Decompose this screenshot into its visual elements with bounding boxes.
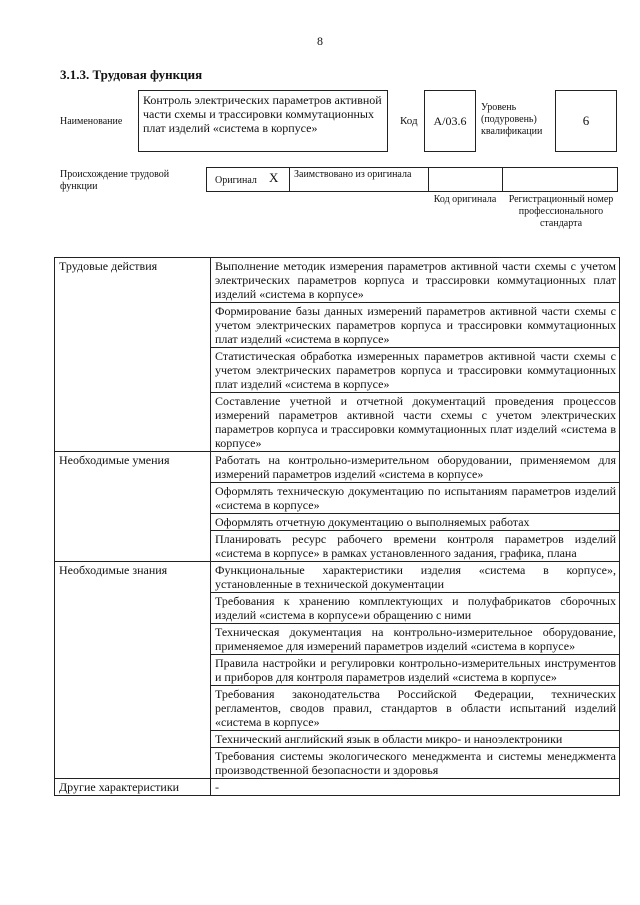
description-cell: Технический английский язык в области микро- и наноэлектроники xyxy=(211,731,620,748)
description-cell: Статистическая обработка измеренных параметров активной части схемы с учетом электрических параметров корпуса и трассировки коммутационных плат изделий «система в корпусе» xyxy=(211,348,620,393)
description-cell: Оформлять отчетную документацию о выполняемых работах xyxy=(211,514,620,531)
description-cell: Работать на контрольно-измерительном оборудовании, применяемом для измерений параметров изделий «система в корпусе» xyxy=(211,452,620,483)
code-original-caption: Код оригинала xyxy=(433,194,497,205)
code-box xyxy=(424,90,476,152)
table-body xyxy=(55,258,620,796)
borrowed-cell xyxy=(290,168,429,191)
original-label: Оригинал xyxy=(215,175,257,186)
description-cell: Требования законодательства Российской Федерации, технических регламентов, сводов правил, стандартов в области испытаний изделий «система в корпусе» xyxy=(211,686,620,731)
category-cell: Необходимые знания xyxy=(55,562,211,779)
description-cell: Правила настройки и регулировки контрольно-измерительных инструментов и приборов для контроля параметров изделий «система в корпусе» xyxy=(211,655,620,686)
description-cell: - xyxy=(211,779,620,796)
description-cell: Требования системы экологического менеджмента и системы менеджмента производственной безопасности и здоровья xyxy=(211,748,620,779)
original-mark: X xyxy=(269,170,279,185)
description-cell: Требования к хранению комплектующих и полуфабрикатов сборочных изделий «система в корпусе»и обращению с ними xyxy=(211,593,620,624)
section-title: 3.1.3. Трудовая функция xyxy=(60,67,203,82)
code-original-cell xyxy=(429,168,503,191)
description-cell: Оформлять техническую документацию по испытаниям параметров изделий «система в корпусе» xyxy=(211,483,620,514)
origin-row xyxy=(206,167,618,192)
category-cell: Другие характеристики xyxy=(55,779,211,796)
reg-number-caption: Регистрационный номер профессионального стандарта xyxy=(508,194,614,229)
table-row xyxy=(55,562,620,593)
level-label: Уровень (подуровень) квалификации xyxy=(481,102,543,137)
description-cell: Составление учетной и отчетной документаций проведения процессов измерений параметров активной части схемы с учетом электрических параметров корпуса и трассировки коммутационных плат изделий «система в корпусе» xyxy=(211,393,620,452)
table-row xyxy=(55,779,620,796)
table-row xyxy=(55,452,620,483)
description-cell: Функциональные характеристики изделия «система в корпусе», установленные в технической документации xyxy=(211,562,620,593)
description-cell: Формирование базы данных измерений параметров активной части схемы с учетом электрических параметров корпуса и трассировки коммутационных плат изделий «система в корпусе» xyxy=(211,303,620,348)
name-label: Наименование xyxy=(60,116,123,127)
origin-label: Происхождение трудовой функции xyxy=(60,169,170,192)
function-name: Контроль электрических параметров активной части схемы и трассировки коммутационных плат изделий «система в корпусе» xyxy=(143,93,382,135)
reg-number-cell xyxy=(503,168,617,191)
description-cell: Планировать ресурс рабочего времени контроля параметров изделий «система в корпусе» в рамках установленного задания, графика, плана xyxy=(211,531,620,562)
borrowed-label: Заимствовано из оригинала xyxy=(294,169,412,180)
level-value: 6 xyxy=(582,113,590,128)
category-cell: Необходимые умения xyxy=(55,452,211,562)
page-number: 8 xyxy=(317,34,323,48)
code-value: A/03.6 xyxy=(433,113,467,128)
level-box xyxy=(555,90,617,152)
code-label: Код xyxy=(400,115,418,127)
labor-function-table xyxy=(54,257,620,796)
description-cell: Техническая документация на контрольно-измерительное оборудование, применяемое для измерений параметров изделий «система в корпусе» xyxy=(211,624,620,655)
table-row xyxy=(55,258,620,303)
original-cell xyxy=(207,168,290,191)
category-cell: Трудовые действия xyxy=(55,258,211,452)
function-name-box xyxy=(138,90,388,152)
description-cell: Выполнение методик измерения параметров активной части схемы с учетом электрических параметров корпуса и трассировки коммутационных плат изделий «система в корпусе» xyxy=(211,258,620,303)
